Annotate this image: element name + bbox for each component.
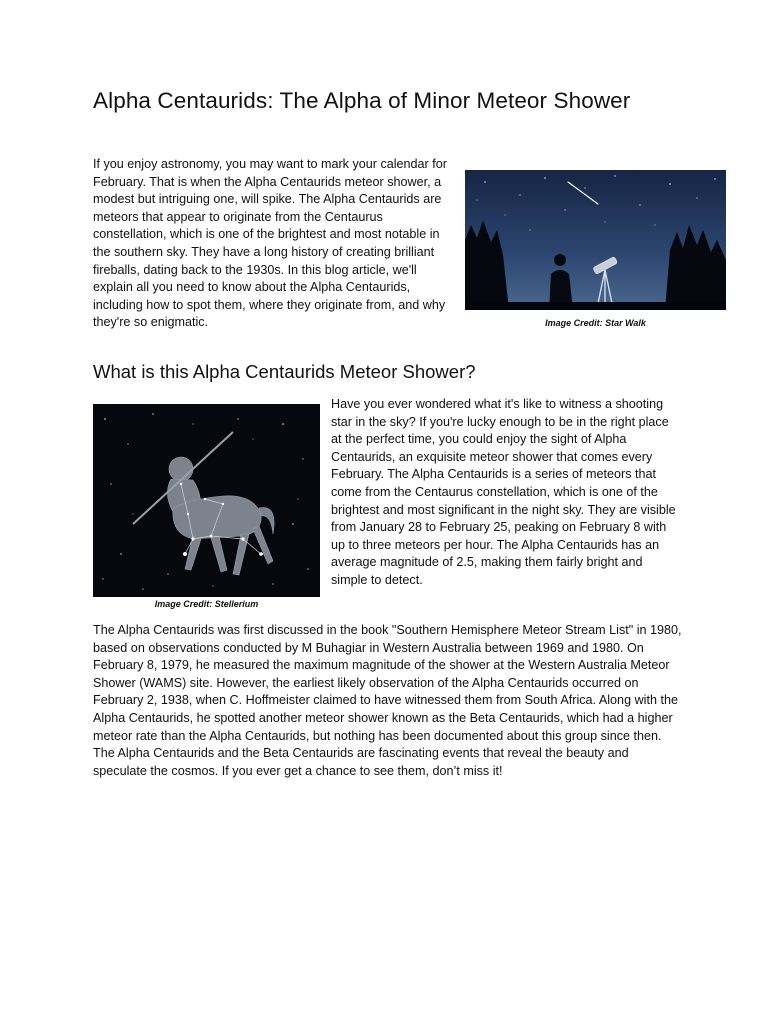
article-title: Alpha Centaurids: The Alpha of Minor Meteor Shower <box>93 88 631 113</box>
night-sky-illustration <box>465 170 726 310</box>
section-paragraph-2: The Alpha Centaurids was first discussed in the book "Southern Hemisphere Meteor Stream List" in 1980, based on observations conducted by M Buhagiar in Western Australia between 1969 and 1980. On February 8, 1979, he measured the maximum magnitude of the shower at the Western Australia Meteor Shower (WAMS) site. However, the earliest likely observation of the Alpha Centaurids occurred on February 2, 1938, when C. Hoffmeister claimed to have witnessed them from South Africa. Along with the Alpha Centaurids, he spotted another meteor shower known as the Beta Centaurids, which had a higher meteor rate than the Alpha Centaurids, but nothing has been documented about this group since then. The Alpha Centaurids and the Beta Centaurids are fascinating events that reveal the beauty and speculate the cosmos. If you ever get a chance to see them, don’t miss it! <box>93 623 682 778</box>
figure2-caption: Image Credit: Stellerium <box>154 599 259 609</box>
figure1-caption: Image Credit: Star Walk <box>545 318 646 328</box>
constellation-illustration <box>93 404 320 597</box>
section-heading: What is this Alpha Centaurids Meteor Shower? <box>93 361 476 382</box>
section-paragraph-1: Have you ever wondered what it's like to witness a shooting star in the sky? If you're lucky enough to be in the right place at the perfect time, you could enjoy the sight of Alpha Centaurids, an exquisite meteor shower that comes every February. The Alpha Centaurids is a series of meteors that come from the Centaurus constellation, which is one of the brightest and most significant in the night sky. They are visible from January 28 to February 25, peaking on February 8 with up to three meteors per hour. The Alpha Centaurids has an average magnitude of 2.5, making them fairly bright and simple to detect. <box>331 397 676 587</box>
centaurus-constellation-image <box>93 404 320 597</box>
stargazer-meteor-photo <box>465 170 726 310</box>
intro-paragraph: If you enjoy astronomy, you may want to mark your calendar for February. That is when the Alpha Centaurids meteor shower, a modest but intriguing one, will spike. The Alpha Centaurids are meteors that appear to originate from the Centaurus constellation, which is one of the brightest and most notable in the southern sky. They have a long history of creating brilliant fireballs, dating back to the 1930s. In this blog article, we'll explain all you need to know about the Alpha Centaurids, including how to spot them, where they originate from, and why they're so enigmatic. <box>93 157 447 330</box>
